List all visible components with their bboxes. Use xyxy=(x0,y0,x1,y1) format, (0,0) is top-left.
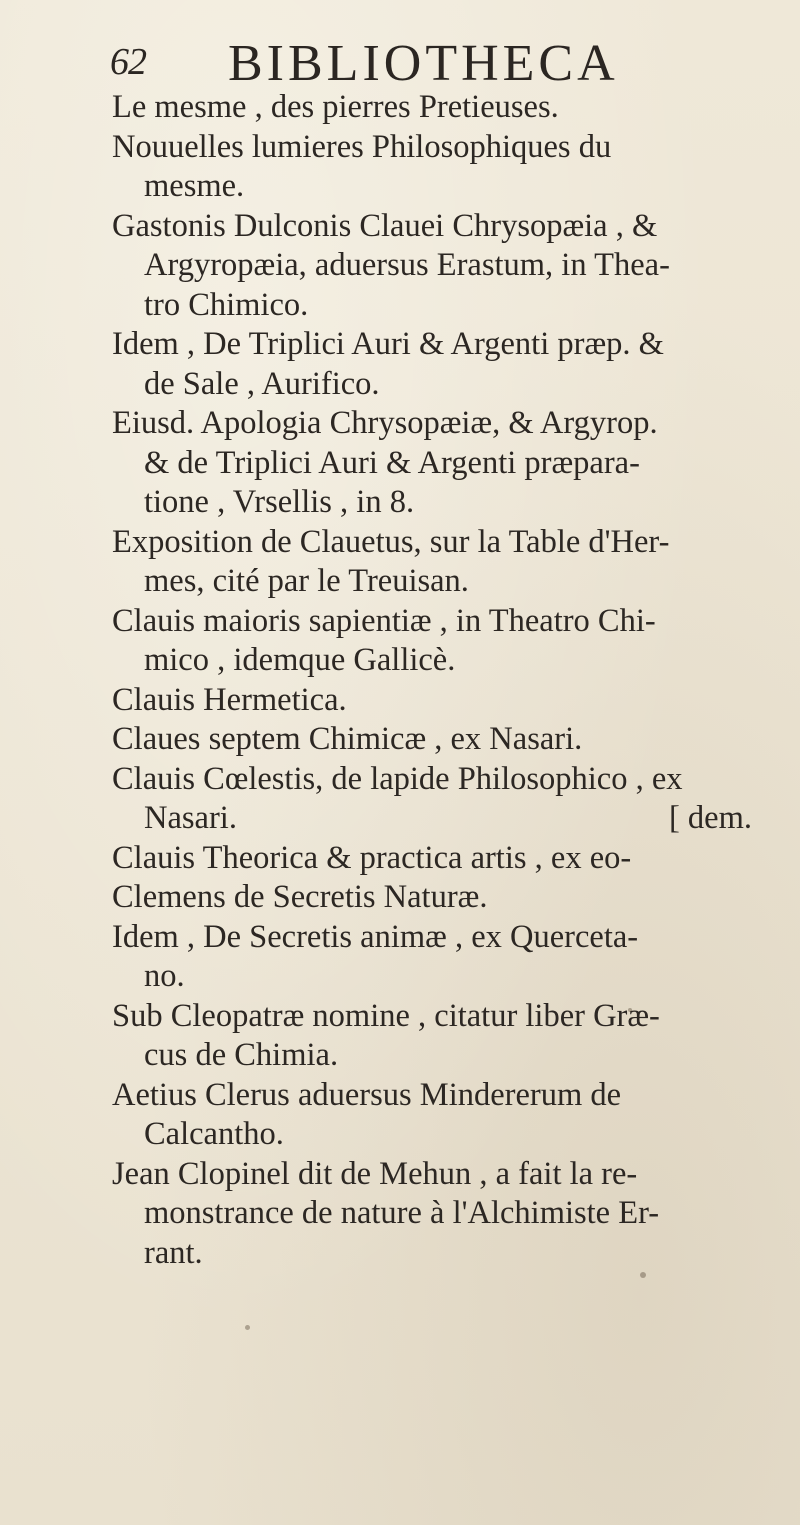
bibliography-entry xyxy=(112,325,772,404)
bibliography-entry xyxy=(112,128,772,207)
entry-line: Idem , De Triplici Auri & Argenti præp. & xyxy=(112,326,664,362)
running-head: BIBLIOTHECA xyxy=(228,35,619,92)
entry-line: Clauis maioris sapientiæ , in Theatro Chi- xyxy=(112,602,656,639)
entry-line: Idem , De Secretis animæ , ex Querceta- xyxy=(112,918,639,955)
entry-line: mesme. xyxy=(144,168,245,204)
bibliography-entry xyxy=(112,720,772,760)
page-number: 62 xyxy=(110,41,146,83)
bibliography-entry xyxy=(112,207,772,326)
entry-line: rant. xyxy=(144,1234,203,1271)
bibliography-entry xyxy=(112,523,772,602)
entry-continuation-row xyxy=(112,799,772,839)
entry-line: de Sale , Aurifico. xyxy=(144,365,380,402)
bibliography-entry xyxy=(112,760,772,800)
entry-line: Clauis Hermetica. xyxy=(112,681,347,718)
bracketed-turnover: [ dem. xyxy=(668,800,752,836)
entry-line: cus de Chimia. xyxy=(144,1037,339,1073)
entry-line: Nasari. xyxy=(144,800,237,836)
entry-line: Claues septem Chimicæ , ex Nasari. xyxy=(112,721,583,757)
bibliography-entry xyxy=(112,681,772,721)
bibliography-entry xyxy=(112,997,772,1076)
entry-line: Exposition de Clauetus, sur la Table d'Her- xyxy=(112,523,670,560)
bibliography-list xyxy=(112,88,772,1273)
entry-line: tro Chimico. xyxy=(144,286,309,323)
entry-line: & de Triplici Auri & Argenti præpara- xyxy=(144,444,640,481)
bibliography-entry xyxy=(112,839,772,879)
entry-line: Eiusd. Apologia Chrysopæiæ, & Argyrop. xyxy=(112,405,658,441)
entry-line: Clemens de Secretis Naturæ. xyxy=(112,879,488,915)
entry-line: mes, cité par le Treuisan. xyxy=(144,563,469,599)
entry-line: Calcantho. xyxy=(144,1116,284,1152)
bibliography-entry xyxy=(112,878,772,918)
entry-line: monstrance de nature à l'Alchimiste Er- xyxy=(144,1195,660,1231)
entry-line: Nouuelles lumieres Philosophiques du xyxy=(112,128,612,165)
bibliography-entry xyxy=(112,88,772,128)
bibliography-entry xyxy=(112,1155,772,1274)
entry-line: Jean Clopinel dit de Mehun , a fait la re- xyxy=(112,1155,638,1192)
paper-speck xyxy=(628,1008,632,1012)
entry-line: Le mesme , des pierres Pretieuses. xyxy=(112,89,559,125)
entry-line: no. xyxy=(144,958,185,994)
bibliography-entry xyxy=(112,404,772,523)
entry-line: tione , Vrsellis , in 8. xyxy=(144,484,415,520)
bibliography-entry xyxy=(112,602,772,681)
bibliography-entry xyxy=(112,1076,772,1155)
entry-line: Gastonis Dulconis Clauei Chrysopæia , & xyxy=(112,207,658,244)
entry-line: Aetius Clerus aduersus Mindererum de xyxy=(112,1076,622,1113)
entry-line: Argyropæia, aduersus Erastum, in Thea- xyxy=(144,247,670,283)
bibliography-entry xyxy=(112,918,772,997)
entry-line: Clauis Cœlestis, de lapide Philosophico , ex xyxy=(112,760,683,797)
entry-line: Clauis Theorica & practica artis , ex eo- xyxy=(112,839,632,876)
paper-speck xyxy=(245,1325,250,1330)
paper-speck xyxy=(640,1272,646,1278)
page-header xyxy=(110,32,690,92)
entry-line: Sub Cleopatræ nomine , citatur liber Græ- xyxy=(112,997,660,1034)
entry-line: mico , idemque Gallicè. xyxy=(144,642,456,678)
